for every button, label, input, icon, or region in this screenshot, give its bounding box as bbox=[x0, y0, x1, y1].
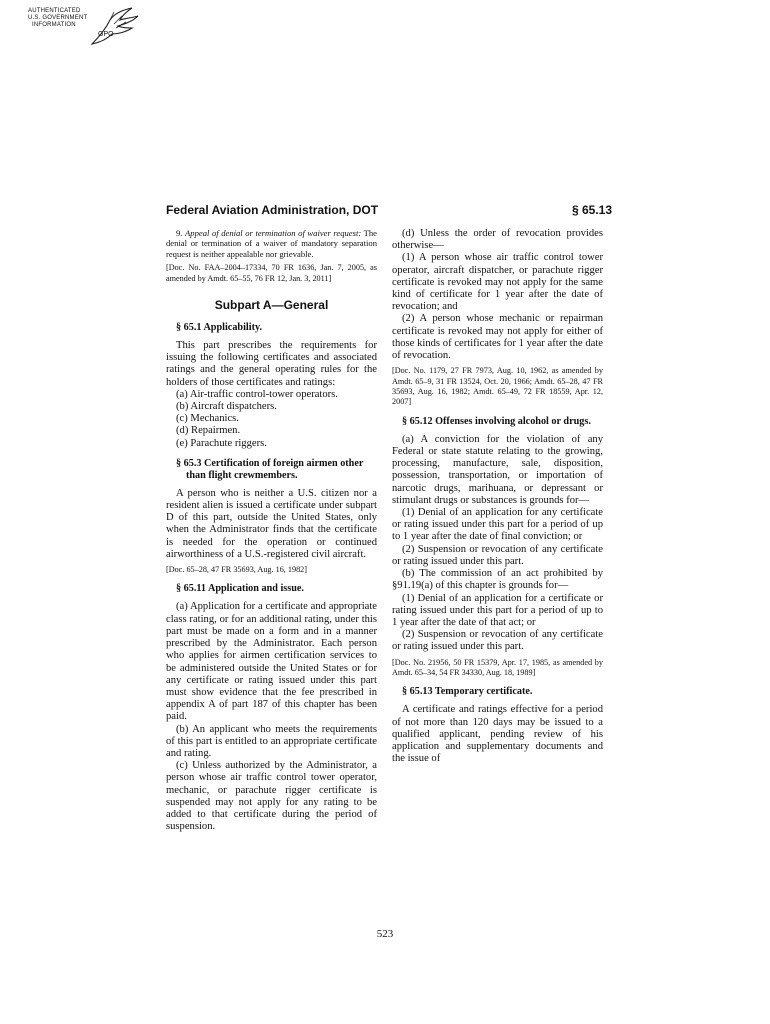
eagle-icon bbox=[86, 6, 140, 48]
section-heading: § 65.11 Application and issue. bbox=[176, 583, 304, 595]
section-paragraph: A person who is neither a U.S. citizen nor a resident alien is issued a certificate under subpart D of this part, outside the United States, only when the Administrator finds that the certificate is needed for the operation or continued airworthiness of a U.S.-registered civil aircraft. bbox=[166, 487, 377, 560]
waiver-appeal-note: 9. Appeal of denial or termination of waiver request: The denial or termination of a waiver of mandatory separation request is neither appealable nor grievable. bbox=[166, 228, 377, 259]
section-paragraph: (1) A person whose air traffic control tower operator, aircraft dispatcher, or parachute rigger certificate is revoked may not apply for the same kind of certificate for 1 year after the date of revocation; and bbox=[392, 252, 603, 313]
doc-citation: [Doc. No. FAA–2004–17334, 70 FR 1636, Jan. 7, 2005, as amended by Amdt. 65–55, 76 FR 12, Jan. 3, 2011] bbox=[166, 263, 377, 283]
section-paragraph: (2) Suspension or revocation of any certificate or rating issued under this part. bbox=[392, 543, 603, 567]
section-paragraph: (1) Denial of an application for a certificate or rating issued under this part for a period of up to 1 year after the date of that act; or bbox=[392, 592, 603, 628]
running-header-title: Federal Aviation Administration, DOT bbox=[166, 203, 379, 217]
section-paragraph: (d) Repairmen. bbox=[176, 425, 241, 437]
section-paragraph: (b) The commission of an act prohibited by §91.19(a) of this chapter is grounds for— bbox=[392, 568, 603, 592]
section-paragraph: (d) Unless the order of revocation provides otherwise— bbox=[392, 228, 603, 252]
section-heading: § 65.1 Applicability. bbox=[176, 322, 263, 334]
gpo-authentication-logo bbox=[28, 6, 158, 50]
section-paragraph: (2) Suspension or revocation of any certificate or rating issued under this part. bbox=[392, 629, 603, 653]
section-paragraph: (b) Aircraft dispatchers. bbox=[176, 401, 277, 413]
section-paragraph: (e) Parachute riggers. bbox=[176, 437, 267, 449]
section-paragraph: (a) Application for a certificate and appropriate class rating, or for an additional rating, under this part must be made on a form and in a manner prescribed by the Administrator. Each person who applies for airmen certification services to be administered outside the United States or for any certificate or rating issued under this part must show evidence that the fee prescribed in appendix A of part 187 of this chapter has been paid. bbox=[166, 601, 377, 723]
gpo-text: GPO bbox=[98, 31, 114, 38]
section-heading: § 65.3 Certification of foreign airmen other than flight crewmembers. bbox=[176, 457, 364, 481]
page-number: 523 bbox=[376, 928, 394, 940]
doc-citation: [Doc. 65–28, 47 FR 35693, Aug. 16, 1982] bbox=[166, 565, 308, 575]
section-paragraph: (a) Air-traffic control-tower operators. bbox=[176, 388, 338, 400]
section-heading: § 65.13 Temporary certificate. bbox=[402, 686, 533, 698]
subpart-heading: Subpart A—General bbox=[214, 298, 329, 313]
right-column bbox=[392, 228, 603, 765]
doc-citation: [Doc. No. 1179, 27 FR 7973, Aug. 10, 1962, as amended by Amdt. 65–9, 31 FR 13524, Oct. 20, 1966; Amdt. 65–28, 47 FR 35693, Aug. 16, 1982; Amdt. 65–49, 72 FR 18559, Apr. 12, 2007] bbox=[392, 366, 603, 407]
running-header-section: § 65.13 bbox=[571, 203, 612, 217]
section-paragraph: (c) Unless authorized by the Administrator, a person whose air traffic control tower operator, mechanic, or parachute rigger certificate is suspended may not apply for any rating to be added to that certificate during the period of suspension. bbox=[166, 760, 377, 833]
logo-line-3: INFORMATION bbox=[32, 22, 76, 28]
section-paragraph: This part prescribes the requirements for issuing the following certificates and associated ratings and the general operating rules for the holders of those certificates and ratings: bbox=[166, 340, 377, 388]
left-column bbox=[166, 228, 377, 833]
section-paragraph: (1) Denial of an application for any certificate or rating issued under this part for a period of up to 1 year after the date of final conviction; or bbox=[392, 507, 603, 543]
section-paragraph: (c) Mechanics. bbox=[176, 413, 239, 425]
section-paragraph: (b) An applicant who meets the requirements of this part is entitled to an appropriate certificate and rating. bbox=[166, 723, 377, 759]
doc-citation: [Doc. No. 21956, 50 FR 15379, Apr. 17, 1985, as amended by Amdt. 65–34, 54 FR 34330, Aug. 18, 1989] bbox=[392, 657, 603, 677]
section-paragraph: (2) A person whose mechanic or repairman certificate is revoked may not apply for either of those kinds of certificates for 1 year after the date of revocation. bbox=[392, 313, 603, 362]
logo-line-1: AUTHENTICATED bbox=[28, 8, 81, 14]
section-paragraph: (a) A conviction for the violation of any Federal or state statute relating to the growing, processing, manufacture, sale, disposition, possession, transportation, or importation of narcotic drugs, marihuana, or depressant or stimulant drugs or substances is grounds for— bbox=[392, 433, 603, 506]
section-heading: § 65.12 Offenses involving alcohol or drugs. bbox=[402, 415, 591, 427]
logo-line-2: U.S. GOVERNMENT bbox=[28, 15, 88, 21]
section-paragraph: A certificate and ratings effective for a period of not more than 120 days may be issued to a qualified applicant, pending review of his application and supplementary documents and the issue of bbox=[392, 704, 603, 765]
